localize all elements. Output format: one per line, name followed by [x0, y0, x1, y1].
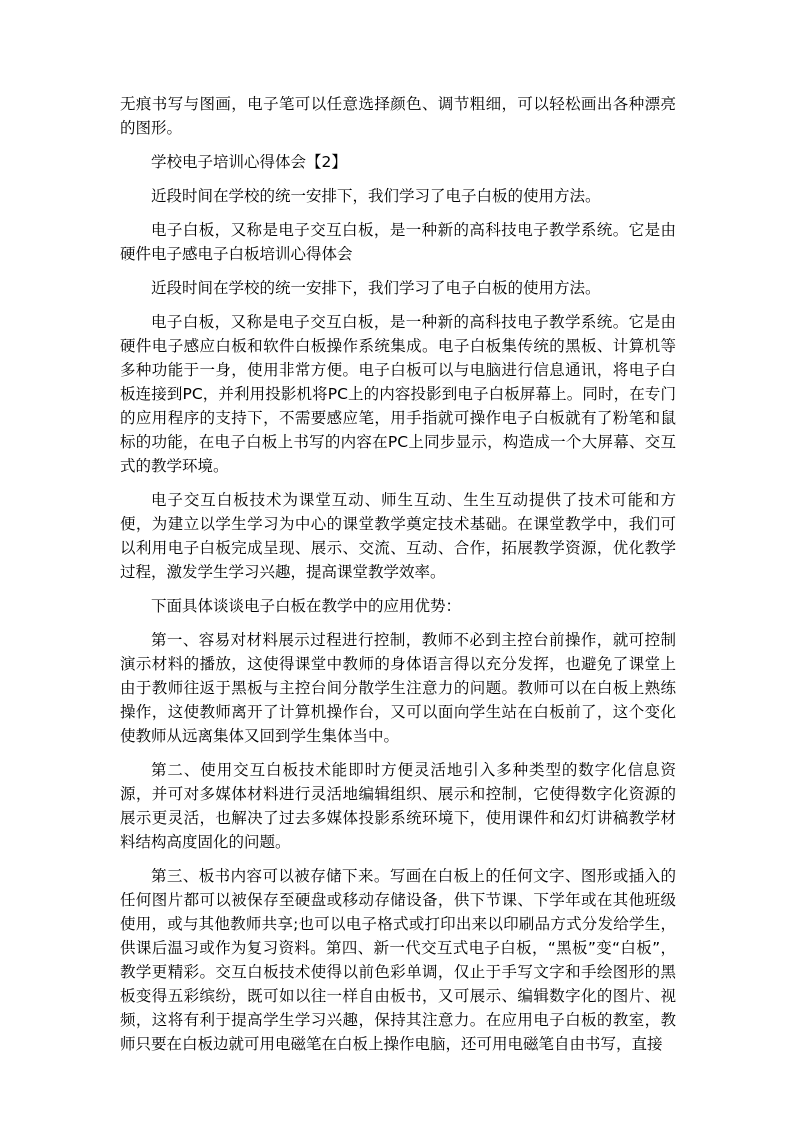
document-body [120, 92, 676, 1066]
paragraph: 近段时间在学校的统一安排下，我们学习了电子白板的使用方法。 [151, 187, 601, 205]
paragraph: 电子白板，又称是电子交互白板，是一种新的高科技电子教学系统。它是由硬件电子感应白板和软件白板操作系统集成。电子白板集传统的黑板、计算机等多种功能于一身，使用非常方便。电子白板可以与电脑进行信息通讯，将电子白板连接到PC，并利用投影机将PC上的内容投影到电子白板屏幕上。同时，在专门的应用程序的支持下，不需要感应笔，用手指就可操作电子白板就有了粉笔和鼠标的功能，在电子白板上书写的内容在PC上同步显示，构造成一个大屏幕、交互式的教学环境。 [120, 313, 676, 475]
paragraph: 第一、容易对材料展示过程进行控制，教师不必到主控台前操作，就可控制演示材料的播放，这使得课堂中教师的身体语言得以充分发挥，也避免了课堂上由于教师往返于黑板与主控台间分散学生注意力的问题。教师可以在白板上熟练操作，这使教师离开了计算机操作台，又可以面向学生站在白板前了，这个变化使教师从远离集体又回到学生集体当中。 [120, 631, 676, 745]
paragraph: 电子交互白板技术为课堂互动、师生互动、生生互动提供了技术可能和方便，为建立以学生学习为中心的课堂教学奠定技术基础。在课堂教学中，我们可以利用电子白板完成呈现、展示、交流、互动、合作，拓展教学资源，优化教学过程，激发学生学习兴趣，提高课堂教学效率。 [120, 491, 676, 581]
paragraph: 电子白板，又称是电子交互白板，是一种新的高科技电子教学系统。它是由硬件电子感电子白板培训心得体会 [120, 221, 676, 263]
paragraph-continued: 无痕书写与图画，电子笔可以任意选择颜色、调节粗细，可以轻松画出各种漂亮的图形。 [120, 95, 676, 137]
paragraph: 第三、板书内容可以被存储下来。写画在白板上的任何文字、图形或插入的任何图片都可以被保存至硬盘或移动存储设备，供下节课、下学年或在其他班级使用，或与其他教师共享;也可以电子格式或打印出来以印刷品方式分发给学生，供课后温习或作为复习资料。第四、新一代交互式电子白板，“黑板”变“白板”，教学更精彩。交互白板技术使得以前色彩单调，仅止于手写文字和手绘图形的黑板变得五彩缤纷，既可如以往一样自由板书，又可展示、编辑数字化的图片、视频，这将有利于提高学生学习兴趣，保持其注意力。在应用电子白板的教室，教师只要在白板边就可用电磁笔在白板上操作电脑，还可用电磁笔自由书写，直接 [120, 867, 676, 1053]
paragraph: 第二、使用交互白板技术能即时方便灵活地引入多种类型的数字化信息资源，并可对多媒体材料进行灵活地编辑组织、展示和控制，它使得数字化资源的展示更灵活，也解决了过去多媒体投影系统环境下，使用课件和幻灯讲稿教学材料结构高度固化的问题。 [120, 761, 676, 851]
paragraph: 近段时间在学校的统一安排下，我们学习了电子白板的使用方法。 [151, 279, 601, 297]
section-heading: 学校电子培训心得体会【2】 [151, 153, 347, 171]
paragraph: 下面具体谈谈电子白板在教学中的应用优势： [151, 597, 462, 615]
